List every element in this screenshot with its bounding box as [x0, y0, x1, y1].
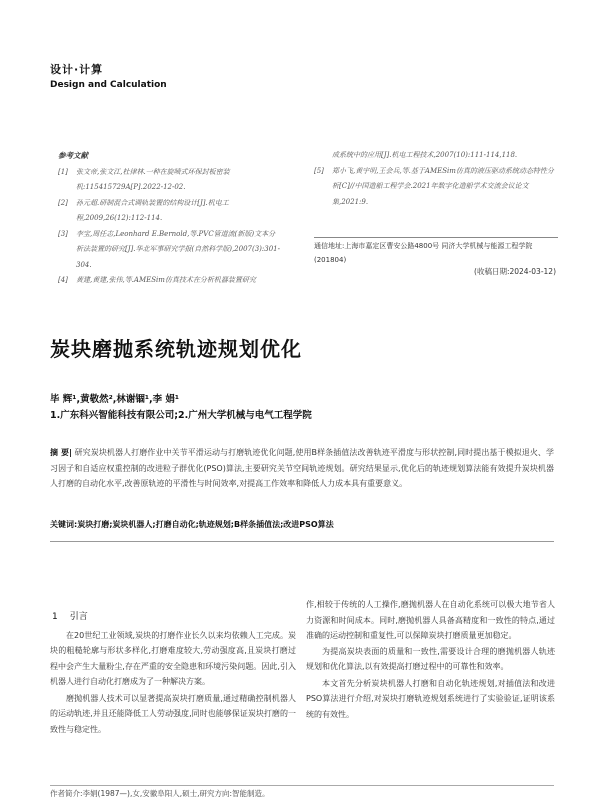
body-right-column — [306, 597, 555, 723]
section-title-zh: 设计·计算 — [50, 63, 104, 76]
references-left-column — [58, 148, 280, 289]
section-header — [50, 61, 167, 90]
abstract-label: 摘 要 — [50, 448, 70, 457]
keywords-label: 关键词 — [50, 520, 74, 529]
abstract: 摘 要| 研究炭块机器人打磨作业中关节平滑运动与打磨轨迹优化问题,使用B样条插值法改善轨迹平滑度与形状控制,同时提出基于模拟退火、学习因子和自适应权重控制的改进粒子群优化(PSO)算法,主要研究关节空间轨迹规划。研究结果显示,优化后的轨迹规划算法能有效提升炭块机器人打磨的自动化水平,改善原轨迹的平滑性与时间效率,对提高工作效率和降低人力成本具有重要意义。 — [50, 448, 554, 488]
reference-text: 郑小飞,黄宇明,王会兵,等.基于AMESim仿真的液压驱动系统动态特性分析[C]//中国造船工程学会.2021年数字化造船学术交流会议论文集,2021:9. — [332, 166, 554, 206]
reference-text: 黄建,黄建,张伟,等.AMESim仿真技术在分析机器装置研究 — [76, 276, 256, 284]
reference-continuation — [314, 148, 554, 164]
section-divider — [50, 541, 554, 542]
article-authors: 毕 辉¹,黄敬然²,林谢锢¹,李 娟¹ — [50, 394, 180, 405]
body-paragraph: 为提高炭块表面的质量和一致性,需要设计合理的磨抛机器人轨迹规划和优化算法,以有效提高打磨过程中的可靠性和效率。 — [306, 646, 555, 671]
reference-number: [2] — [58, 198, 68, 207]
reference-item — [58, 196, 280, 227]
intro-title: 引言 — [69, 612, 88, 622]
reference-text: 张文帝,张文江,杜律林.一种在旋喷式环保封板密装机:115415729A[P].2022-12-02. — [76, 167, 230, 191]
body-paragraph: 本文首先分析炭块机器人打磨和自动化轨迹规划,对插值法和改进PSO算法进行介绍,对炭块打磨轨迹规划系统进行了实验验证,证明该系统的有效性。 — [306, 678, 555, 719]
article-title: 炭块磨抛系统轨迹规划优化 — [50, 337, 302, 361]
references-right-column — [314, 148, 554, 210]
reference-item — [58, 165, 280, 196]
author-footnote: 作者简介:李娟(1987—),女,安徽阜阳人,硕士,研究方向:智能制造。 — [50, 785, 554, 799]
body-paragraph: 磨抛机器人技术可以显著提高炭块打磨质量,通过精确控制机器人的运动轨迹,并且还能降低工人劳动强度,同时也能够保证炭块打磨的一致性与稳定性。 — [50, 693, 296, 734]
reference-text: 成系统中的应用[J].机电工程技术,2007(10):111-114,118. — [332, 151, 518, 159]
body-left-column — [50, 607, 296, 738]
abstract-text: 研究炭块机器人打磨作业中关节平滑运动与打磨轨迹优化问题,使用B样条插值法改善轨迹平滑度与形状控制,同时提出基于模拟退火、学习因子和自适应权重控制的改进粒子群优化(PSO)算法,主要研究关节空间轨迹规划。研究结果显示,优化后的轨迹规划算法能有效提升炭块机器人打磨的自动化水平,改善原轨迹的平滑性与时间效率,对提高工作效率和降低人力成本具有重要意义。 — [50, 448, 554, 488]
reference-item — [58, 227, 280, 274]
reference-number: [4] — [58, 276, 68, 284]
references-title: 参考文献 — [58, 151, 88, 160]
body-paragraph: 作,相较于传统的人工操作,磨抛机器人在自动化系统可以极大地节省人力资源和时间成本。同时,磨抛机器人具备高精度和一致性的特点,通过准确的运动控制和重复性,可以保障炭块打磨质量更加稳定。 — [306, 600, 555, 640]
received-date: (收稿日期:2024-03-12) — [474, 267, 556, 276]
intro-number: 1 — [52, 612, 58, 622]
section-title-en: Design and Calculation — [50, 80, 167, 90]
reference-text: 孙元超.研制混合式调轨装置的结构设计[J].机电工程,2009,26(12):112-114. — [76, 198, 229, 222]
body-paragraph: 在20世纪工业领域,炭块的打磨作业长久以来均依赖人工完成。炭块的粗糙轮廓与形状多样化,打磨难度较大,劳动强度高,且炭块打磨过程中会产生大量粉尘,存在严重的安全隐患和环境污染问题。因此,引入机器人进行自动化打磨成为了一种解决方案。 — [50, 630, 296, 686]
article-affiliation: 1.广东科兴智能科技有限公司;2.广州大学机械与电气工程学院 — [50, 410, 312, 421]
keywords: 关键词:炭块打磨;炭块机器人;打磨自动化;轨迹规划;B样条插值法;改进PSO算法 — [50, 520, 334, 529]
reference-number: [3] — [58, 229, 68, 238]
reference-item — [58, 273, 280, 289]
keywords-text: 炭块打磨;炭块机器人;打磨自动化;轨迹规划;B样条插值法;改进PSO算法 — [77, 520, 334, 529]
reference-number: [5] — [314, 166, 324, 175]
correspondence-address: 通信地址:上海市嘉定区曹安公路4800号 同济大学机械与能源工程学院(201804) — [314, 237, 558, 267]
reference-item — [314, 164, 554, 211]
intro-heading — [52, 610, 296, 626]
reference-number: [1] — [58, 167, 68, 176]
reference-text: 李宝,周任志,Leonhard E.Bernold,等.PVC管道流(新版)文本分析法装置的研究[J].华北军事研究学报(自然科学版),2007(3):301-304. — [76, 229, 280, 269]
